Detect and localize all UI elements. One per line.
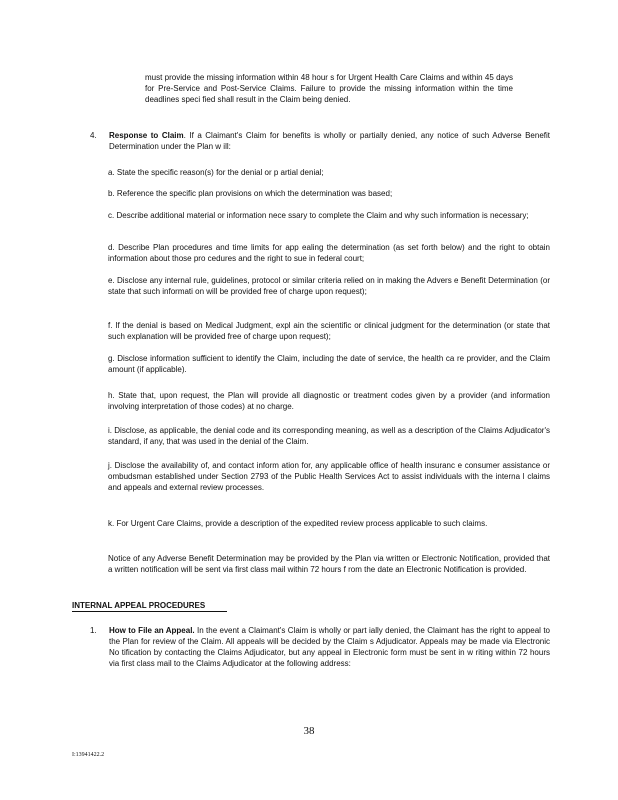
item-text: State the specific reason(s) for the denial or p artial denial; <box>116 168 324 177</box>
list-item-h <box>108 390 550 412</box>
internal-appeal-heading <box>72 600 227 612</box>
item-text: Describe Plan procedures and time limits for app ealing the determination (as set forth below) and the right to obtain information about those pro cedures and the right to sue in federal court; <box>108 243 551 263</box>
section-number: 4. <box>90 131 97 140</box>
list-item-a <box>108 167 550 178</box>
section-number: 1. <box>90 626 97 635</box>
list-item-b <box>108 188 550 199</box>
notice-paragraph: Notice of any Adverse Benefit Determination may be provided by the Plan via written or Electronic Notification, provided that a written notification will be sent via first class mail within 72 hours f rom the date an Electronic Notification is provided. <box>108 554 550 574</box>
section-body <box>109 625 550 669</box>
list-item-f <box>108 320 550 342</box>
item-label: d. <box>108 243 115 252</box>
page-number: 38 <box>303 725 315 737</box>
section-intro-text: . If a Claimant's Claim for benefits is wholly or partially denied, any notice of such Adverse Benefit Determination under the Plan w ill: <box>109 131 551 151</box>
item-label: j. <box>108 461 112 470</box>
list-item-j <box>108 460 550 493</box>
item-text: State that, upon request, the Plan will provide all diagnostic or treatment codes given by a provider (and information involving interpretation of those codes) at no charge. <box>108 391 550 411</box>
item-label: f. <box>108 321 113 330</box>
list-item-i <box>108 425 550 447</box>
item-label: b. <box>108 189 115 198</box>
item-label: a. <box>108 168 115 177</box>
item-text: Disclose the availability of, and contact inform ation for, any applicable office of health insuranc e consumer assistance or ombudsman established under Section 2793 of the Public Health Services Act to assist individuals with the interna l claims and appeals and external review processes. <box>108 461 550 492</box>
item-text: If the denial is based on Medical Judgment, expl ain the scientific or clinical judgment for the determination (or state that such explanation will be provided free of charge upon request); <box>108 321 550 341</box>
list-item-d <box>108 242 550 264</box>
item-label: c. <box>108 211 115 220</box>
item-text: Reference the specific plan provisions on which the determination was based; <box>116 189 393 198</box>
heading-text: INTERNAL APPEAL PROCEDURES <box>72 601 206 610</box>
document-id: I:13941422.2 <box>72 752 105 758</box>
item-label: k. <box>108 519 115 528</box>
section-how-to-file-appeal <box>90 625 550 669</box>
section-title: Response to Claim <box>109 131 184 140</box>
item-label: e. <box>108 276 115 285</box>
item-text: Describe additional material or information nece ssary to complete the Claim and why such information is necessary; <box>116 211 529 220</box>
item-label: g. <box>108 354 115 363</box>
item-text: Disclose, as applicable, the denial code and its corresponding meaning, as well as a description of the Claims Adjudicator's standard, if any, that was used in the denial of the Claim. <box>108 426 550 446</box>
item-text: Disclose information sufficient to identify the Claim, including the date of service, the health ca re provider, and the Claim amount (if applicable). <box>108 354 550 374</box>
item-text: For Urgent Care Claims, provide a description of the expedited review process applicable to such claims. <box>116 519 488 528</box>
section-text: In the event a Claimant's Claim is wholly or part ially denied, the Claimant has the right to appeal to the Plan for review of the Claim. All appeals will be decided by the Claim s Adjudicator. Appeals may be made via Electronic No tification by contacting the Claims Adjudicator, but any appeal in Electronic form must be sent in w riting within 72 hours via first class mail to the Claims Adjudicator at the following address: <box>109 626 550 668</box>
list-item-k <box>108 518 550 529</box>
list-item-e <box>108 275 550 297</box>
item-text: Disclose any internal rule, guidelines, protocol or similar criteria relied on in making the Advers e Benefit Determination (or state that such informati on will be provided free of charge upon request); <box>108 276 550 296</box>
list-item-g <box>108 353 550 375</box>
continuation-paragraph: must provide the missing information within 48 hour s for Urgent Health Care Claims and within 45 days for Pre-Service and Post-Service Claims. Failure to provide the missing information within the time deadlines speci fied shall result in the Claim being denied. <box>145 73 513 104</box>
heading-underline <box>205 610 227 612</box>
section-intro <box>109 130 550 152</box>
list-item-c <box>108 210 550 221</box>
section-title: How to File an Appeal. <box>109 626 195 635</box>
item-label: i. <box>108 426 112 435</box>
item-label: h. <box>108 391 115 400</box>
section-response-to-claim <box>90 130 550 152</box>
